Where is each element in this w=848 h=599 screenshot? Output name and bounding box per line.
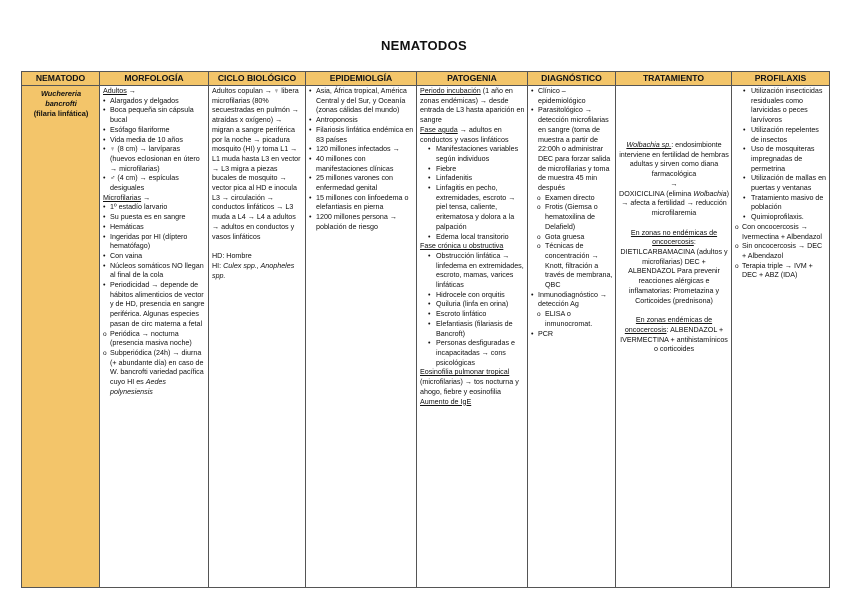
header-ciclo: CICLO BIOLÓGICO: [209, 72, 306, 86]
list-item: • Linfagitis en pecho, extremidades, escroto → piel tensa, caliente, eritematosa y dolora a la palpación: [420, 184, 525, 233]
list-item: • Quiluria (linfa en orina): [420, 300, 525, 310]
ciclo-hd: HD: Hombre: [212, 252, 252, 261]
list-item: • Filariosis linfática endémica en 83 países: [309, 126, 414, 145]
adultos-list: [103, 97, 206, 194]
list-item: • Vida media de 10 años: [103, 136, 206, 146]
fase-aguda-heading: Fase aguda: [420, 125, 458, 134]
list-item: • Periodicidad → depende de hábitos alimenticios de vector y de HD, presencia en sangre periférica. Algunas especies pasan de circ materna a fetal: [103, 281, 206, 330]
eosinofilia-heading: Eosinofilia pulmonar tropical: [420, 368, 510, 377]
list-item: • Obstrucción linfática → linfedema en extremidades, escroto, mamas, varices linfáticas: [420, 252, 525, 291]
list-item: o Con oncocercosis → Ivermectina + Albendazol: [735, 223, 827, 242]
list-item: o Frotis (Giemsa o hematoxilina de Delafield): [531, 203, 613, 232]
endemic-heading: En zonas endémicas de oncocercosis: [624, 316, 713, 334]
list-item: • ♂ (4 cm) → espículas desiguales: [103, 174, 206, 193]
morfologia-cell: Adultos → • Alargados y delgados • Boca pequeña sin cápsula bucal • Esófago filariforme • Vida media de 10 años • ♀ (8 cm) → larvíparas (huevos eclosionan en útero → microfilarias) • ♂ (4 cm) → espículas desiguales Microfilarias → • 1º estadío larvario • Su puesta es en sangre • Hemáticas • Ingeridas por HI (díptero hematófago) • Con vaina • Núcleos somáticos NO llegan al final de la cola • Periodicidad → depende de hábitos alimenticios de vector y de HD, presencia en sangre periférica. Algunas especies pasan de circ materna a fetal o Periódica → nocturna (presencia masiva noche) o Subperiódica (24h) → diurna (+ abundante día) en caso de W. bancrofti variedad pacífica cuyo HI es Aedes polynesiensis: [100, 86, 209, 588]
wolbachia-heading: Wolbachia sp.: [626, 141, 672, 149]
ciclo-text: Adultos copulan → ♀ libera microfilarias (80% secuestradas en pulmón → atraídas x oxígeno) → migran a sangre periférica por la noche → picadura mosquito (HI) y toma L1 → L1 muda hasta L3 en vector → L3 migra a piezas bucales de mosquito → vector pica al HD e inocula L3 → circulación → conductos linfáticos → L3 muda a L4 → L4 a adultos → adultos en conductos y vasos linfáticos: [212, 87, 301, 241]
epidemiologia-cell: [306, 86, 417, 588]
ciclo-hi: Culex spp., Anopheles spp.: [212, 261, 295, 280]
header-nematodo: NEMATODO: [22, 72, 100, 86]
list-item: • Su puesta es en sangre: [103, 213, 206, 223]
diagnostico-list: [531, 87, 613, 339]
list-item: • Ingeridas por HI (díptero hematófago): [103, 233, 206, 252]
list-item: • 120 millones infectados →: [309, 145, 414, 155]
list-item: o Técnicas de concentración → Knott, filtración a través de membrana, QBC: [531, 242, 613, 291]
list-item: • Uso de mosquiteras impregnadas de permetrina: [735, 145, 827, 174]
list-item: • Inmunodiagnóstico → detección Ag: [531, 291, 613, 310]
patogenia-cell: Periodo incubación (1 año en zonas endémicas) → desde entrada de L3 hasta aparición en sangre Fase aguda → adultos en conductos y vasos linfáticos • Manifestaciones variables según individuos • Fiebre • Linfadenitis • Linfagitis en pecho, extremidades, escroto → piel tensa, caliente, eritematosa y dolora a la palpación • Edema local transitorio Fase crónica u obstructiva • Obstrucción linfática → linfedema en extremidades, escroto, mamas, varices linfáticas • Hidrocele con orquitis • Quiluria (linfa en orina) • Escroto linfático • Elefantiasis (filariasis de Bancroft) • Personas desfiguradas e incapacitadas → cons psicológicas Eosinofilia pulmonar tropical (microfilarias) → tos nocturna y ahogo, fiebre y eosinofilia Aumento de IgE: [417, 86, 528, 588]
aedes-name: Aedes polynesiensis: [110, 378, 166, 396]
species-common-name: (filaria linfática): [33, 109, 89, 118]
list-item: • Núcleos somáticos NO llegan al final de la cola: [103, 262, 206, 281]
list-item: • 1º estadío larvario: [103, 203, 206, 213]
list-item: • Escroto linfático: [420, 310, 525, 320]
list-item: • Alargados y delgados: [103, 97, 206, 107]
list-item: • ♀ (8 cm) → larvíparas (huevos eclosionan en útero → microfilarias): [103, 145, 206, 174]
list-item: • Fiebre: [420, 165, 525, 175]
list-item: • Utilización repelentes de insectos: [735, 126, 827, 145]
species-name: Wuchereria bancrofti: [40, 89, 82, 108]
list-item: • Hemáticas: [103, 223, 206, 233]
list-item: • Linfadenitis: [420, 174, 525, 184]
list-item: • Utilización de mallas en puertas y ventanas: [735, 174, 827, 193]
tratamiento-cell: Wolbachia sp.: endosimbionte interviene en fertilidad de hembras adultas y sirven como diana farmacológica → DOXICICLINA (elimina Wolbachia) → afecta a fertilidad → reducción microfilaremia En zonas no endémicas de oncocercosis: DIETILCARBAMACINA (adultos y microfilarias) DEC + ALBENDAZOL Para prevenir reacciones alérgicas e inflamatorias: Prometazina y Corticoides (prednisona) En zonas endémicas de oncocercosis: ALBENDAZOL + IVERMECTINA + antihistamínicos o corticoides: [616, 86, 732, 588]
list-item: • Quimioprofilaxis.: [735, 213, 827, 223]
no-endemic-heading: En zonas no endémicas de oncocercosis: [630, 228, 718, 247]
list-item: o Periódica → nocturna (presencia masiva noche): [103, 330, 206, 349]
list-item: • Con vaina: [103, 252, 206, 262]
list-item: • 25 millones varones con enfermedad genital: [309, 174, 414, 193]
list-item: o Sin oncocercosis → DEC + Albendazol: [735, 242, 827, 261]
nematodes-table: [21, 71, 830, 588]
list-item: o Subperiódica (24h) → diurna (+ abundante día) en caso de W. bancrofti variedad pacífica cuyo HI es Aedes polynesiensis: [103, 349, 206, 398]
fase-aguda-list: [420, 145, 525, 242]
header-patogenia: PATOGENIA: [417, 72, 528, 86]
incubacion-heading: Periodo incubación: [420, 87, 481, 95]
list-item: • Hidrocele con orquitis: [420, 291, 525, 301]
list-item: o ELISA o inmunocromat.: [531, 310, 613, 329]
list-item: • Antroponosis: [309, 116, 414, 126]
header-profilaxis: PROFILAXIS: [732, 72, 830, 86]
list-item: • 40 millones con manifestaciones clínicas: [309, 155, 414, 174]
list-item: • Tratamiento masivo de población: [735, 194, 827, 213]
list-item: • PCR: [531, 330, 613, 340]
header-morfologia: MORFOLOGÍA: [100, 72, 209, 86]
list-item: • Asia, África tropical, América Central y del Sur, y Oceanía (zonas cálidas del mundo): [309, 87, 414, 116]
nematodo-cell: [22, 86, 100, 588]
list-item: • Boca pequeña sin cápsula bucal: [103, 106, 206, 125]
header-tratamiento: TRATAMIENTO: [616, 72, 732, 86]
microfilarias-list: [103, 203, 206, 397]
list-item: • Utilización insecticidas residuales como larvicidas o peces larvívoros: [735, 87, 827, 126]
profilaxis-list: [735, 87, 827, 281]
header-row: [22, 72, 830, 86]
fase-cronica-list: [420, 252, 525, 368]
list-item: • Clínico – epidemiológico: [531, 87, 613, 106]
list-item: • 15 millones con linfoedema o elefantiasis en pierna: [309, 194, 414, 213]
list-item: o Terapia triple → IVM + DEC + ABZ (IDA): [735, 262, 827, 281]
list-item: • Parasitológico → detección microfilarias en sangre (toma de muestra a partir de 22:00h o administrar DEC para forzar salida de microfilarias y toma de muestra 45 min después: [531, 106, 613, 193]
fase-cronica-heading: Fase crónica u obstructiva: [420, 242, 504, 251]
ciclo-cell: Adultos copulan → ♀ libera microfilarias (80% secuestradas en pulmón → atraídas x oxígeno) → migran a sangre periférica por la noche → picadura mosquito (HI) y toma L1 → L1 muda hasta L3 en vector → L3 migra a piezas bucales de mosquito → vector pica al HD e inocula L3 → circulación → conductos linfáticos → L3 muda a L4 → L4 a adultos → adultos en conductos y vasos linfáticos HD: Hombre HI: Culex spp., Anopheles spp.: [209, 86, 306, 588]
header-diagnostico: DIAGNÓSTICO: [528, 72, 616, 86]
diagnostico-cell: [528, 86, 616, 588]
list-item: • Personas desfiguradas e incapacitadas → cons psicológicas: [420, 339, 525, 368]
epidemiologia-list: [309, 87, 414, 233]
microfilarias-heading: Microfilarias: [103, 193, 142, 202]
page-title: NEMATODOS: [380, 38, 467, 53]
list-item: o Examen directo: [531, 194, 613, 204]
list-item: • Elefantiasis (filariasis de Bancroft): [420, 320, 525, 339]
list-item: • Esófago filariforme: [103, 126, 206, 136]
adultos-heading: Adultos: [103, 87, 127, 95]
header-epidemiologia: EPIDEMIOLGÍA: [306, 72, 417, 86]
ige-heading: Aumento de IgE: [420, 397, 472, 406]
profilaxis-cell: [732, 86, 830, 588]
list-item: • Edema local transitorio: [420, 233, 525, 243]
list-item: o Gota gruesa: [531, 233, 613, 243]
list-item: • 1200 millones persona → población de riesgo: [309, 213, 414, 232]
table-row: [22, 86, 830, 588]
list-item: • Manifestaciones variables según individuos: [420, 145, 525, 164]
